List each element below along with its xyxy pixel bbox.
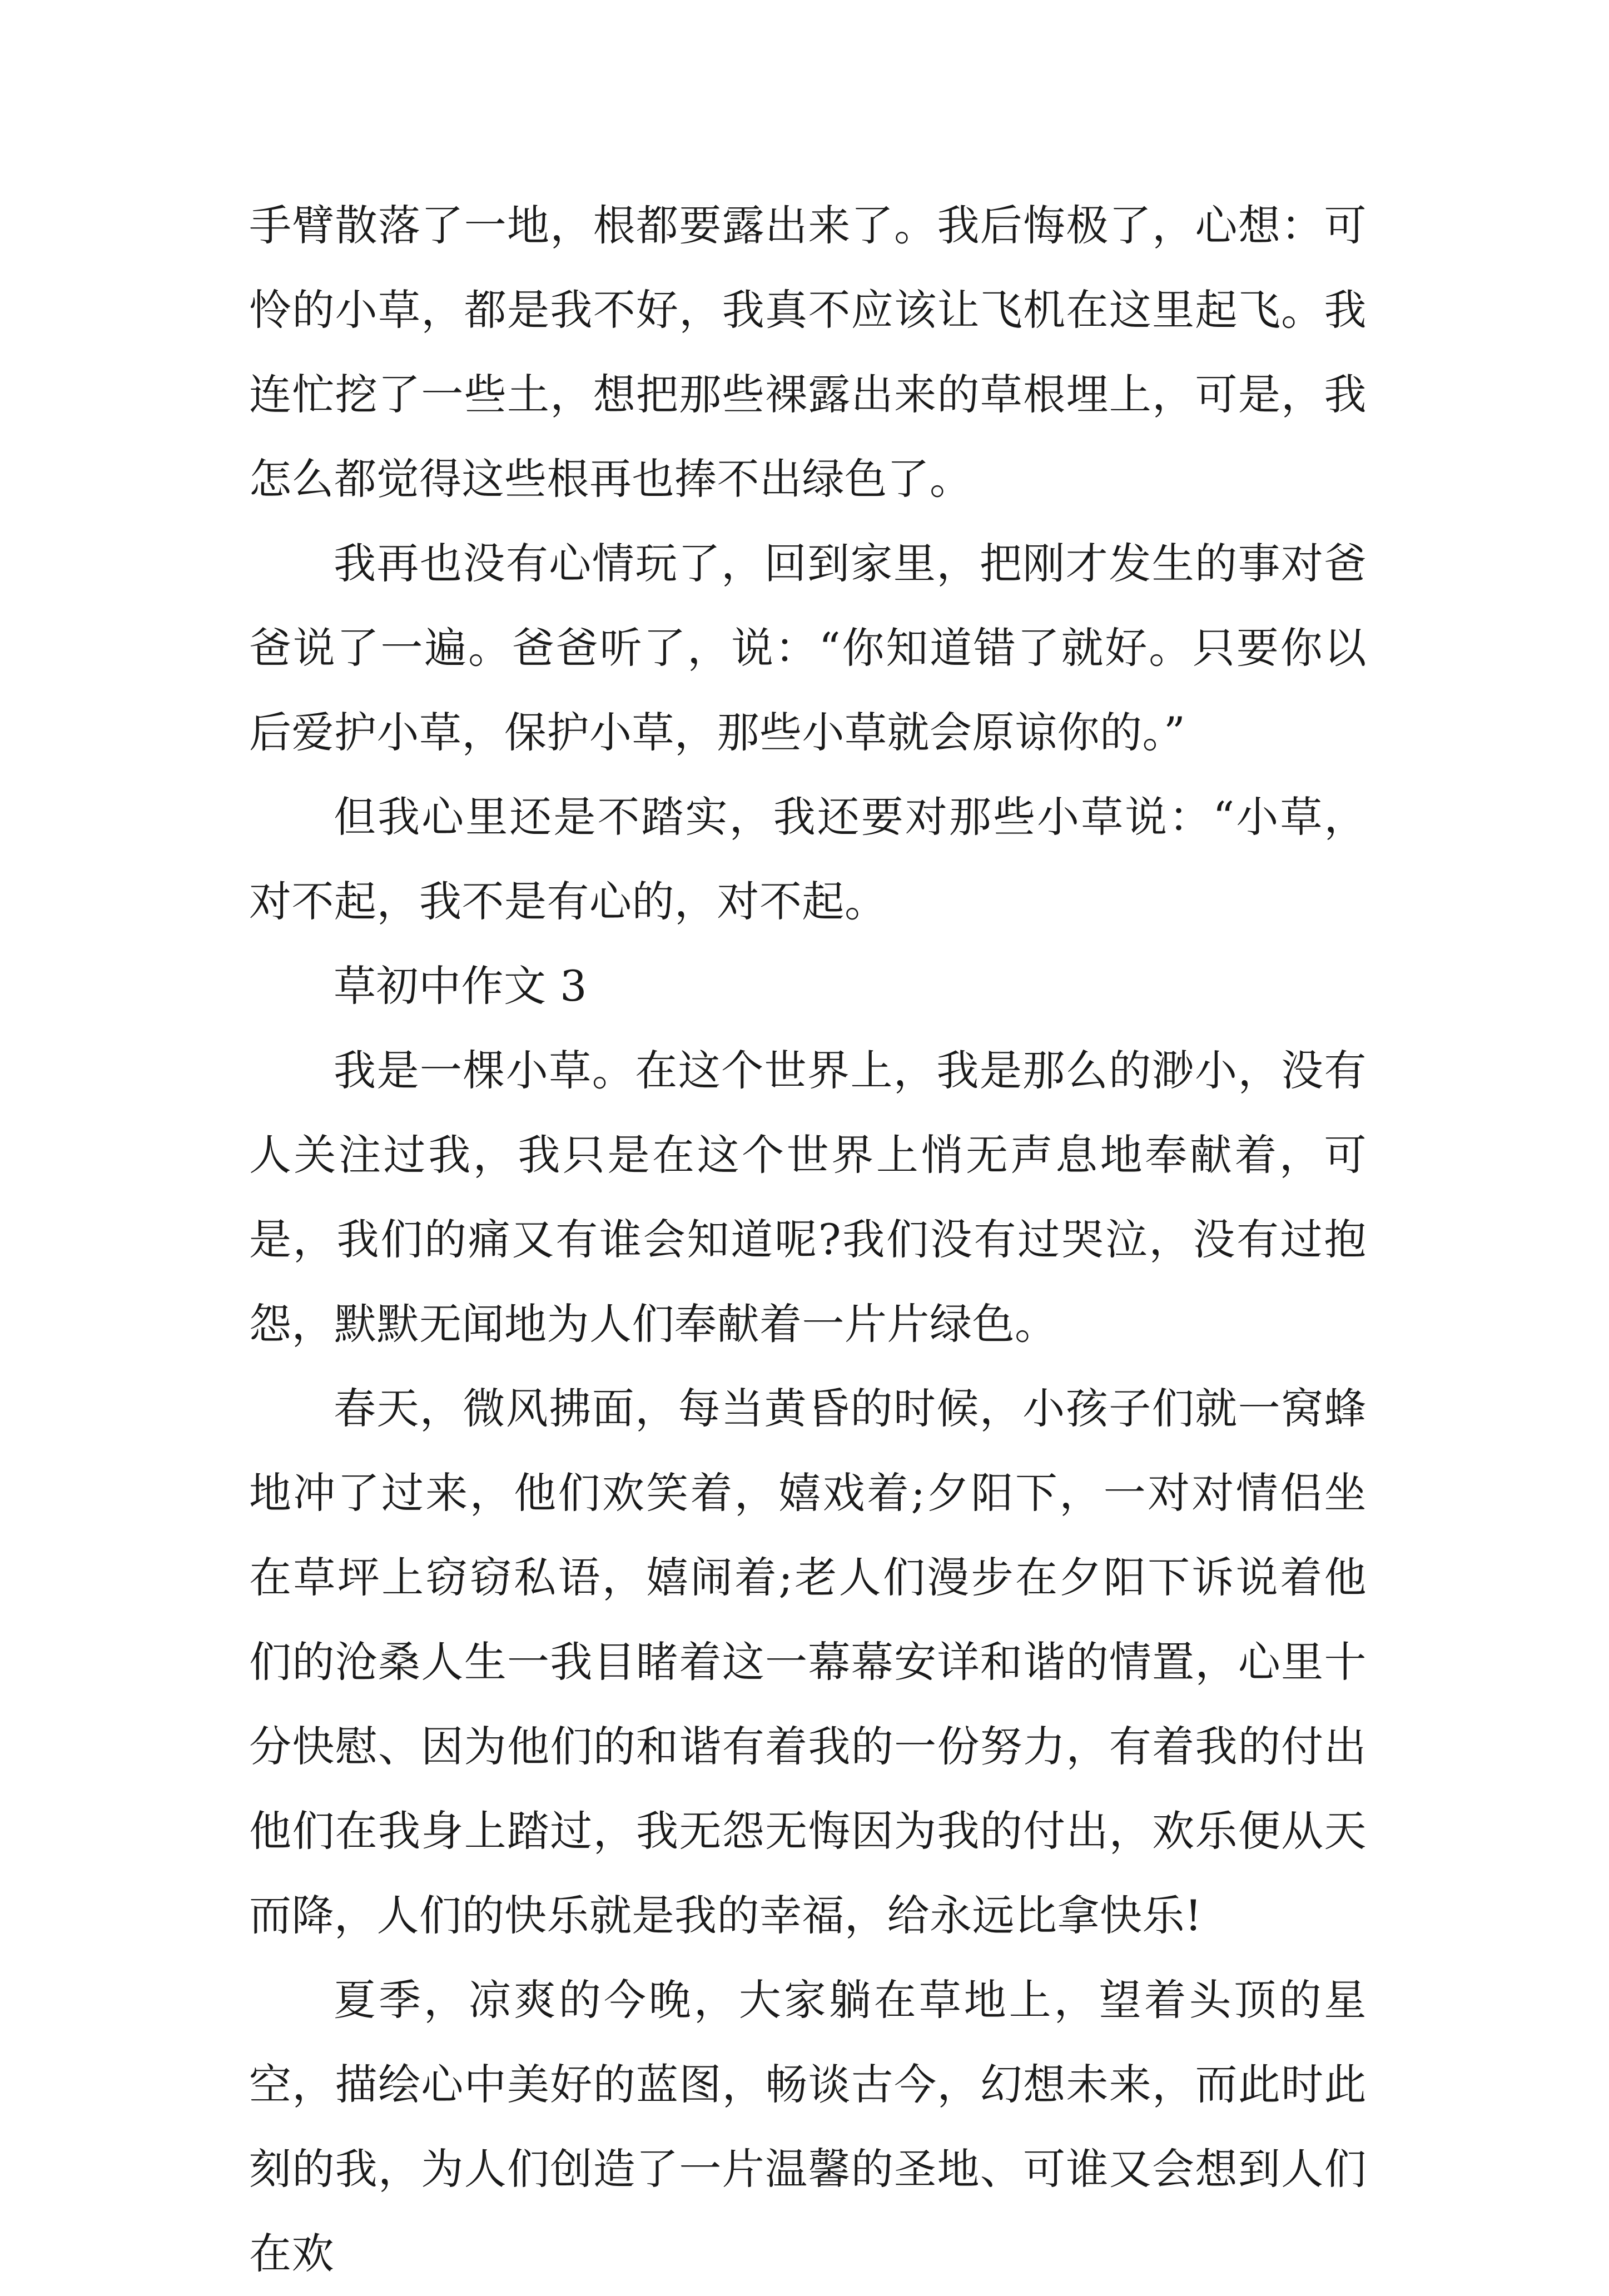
paragraph-6: 夏季，凉爽的今晚，大家躺在草地上，望着头顶的星空，描绘心中美好的蓝图，畅谈古今，幻想未来，而此时此刻的我，为人们创造了一片温馨的圣地、可谁又会想到人们在欢	[249, 1975, 1367, 2278]
paragraph-1: 手臂散落了一地，根都要露出来了。我后悔极了，心想：可怜的小草，都是我不好，我真不应该让飞机在这里起飞。我连忙挖了一些土，想把那些裸露出来的草根埋上，可是，我怎么都觉得这些根再也捧不出绿色了。	[249, 201, 1367, 504]
paragraph-4: 我是一棵小草。在这个世界上，我是那么的渺小，没有人关注过我，我只是在这个世界上悄无声息地奉献着，可是，我们的痛又有谁会知道呢?我们没有过哭泣，没有过抱怨，默默无闻地为人们奉献着一片片绿色。	[249, 1046, 1367, 1349]
paragraph-2: 我再也没有心情玩了，回到家里，把刚才发生的事对爸爸说了一遍。爸爸听了，说：“你知道错了就好。只要你以后爱护小草，保护小草，那些小草就会原谅你的。”	[249, 539, 1367, 757]
section-title: 草初中作文 3	[334, 961, 588, 1011]
document-body	[249, 183, 1367, 2296]
paragraph-5: 春天，微风拂面，每当黄昏的时候，小孩子们就一窝蜂地冲了过来，他们欢笑着，嬉戏着;夕阳下，一对对情侣坐在草坪上窃窃私语，嬉闹着;老人们漫步在夕阳下诉说着他们的沧桑人生一我目睹着这一幕幕安详和谐的情置，心里十分快慰、因为他们的和谐有着我的一份努力，有着我的付出他们在我身上踏过，我无怨无悔因为我的付出，欢乐便从天而降，人们的快乐就是我的幸福，给永远比拿快乐!	[249, 1384, 1367, 1940]
paragraph-3: 但我心里还是不踏实，我还要对那些小草说：“小草，对不起，我不是有心的，对不起。	[249, 792, 1367, 926]
